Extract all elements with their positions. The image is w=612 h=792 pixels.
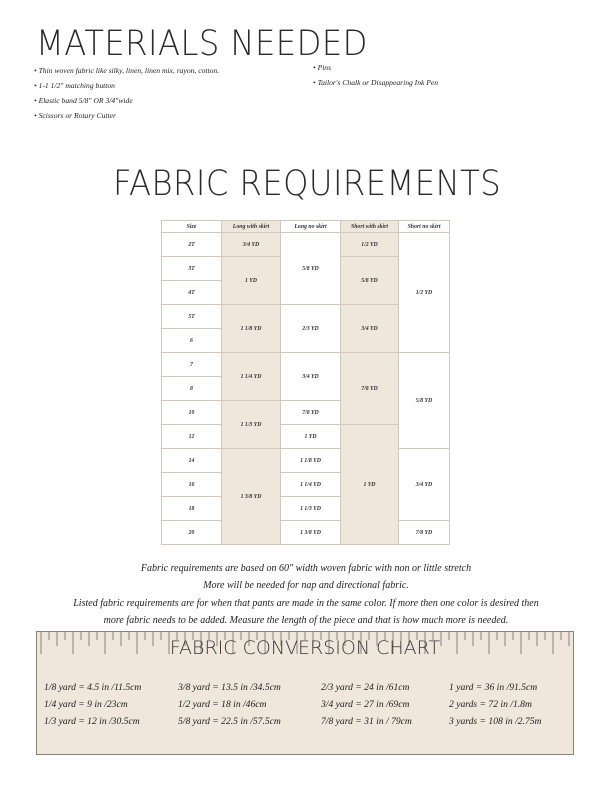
header-short-with-skirt: Short with skirt bbox=[341, 221, 399, 233]
long-with-skirt-cell: 1 1/8 YD bbox=[222, 305, 281, 353]
materials-list-left bbox=[34, 63, 219, 123]
conversion-entry: 2 yards = 72 in /1.8m bbox=[449, 699, 532, 710]
header-long-no-skirt: Long no skirt bbox=[281, 221, 341, 233]
conversion-entry: 3/8 yard = 13.5 in /34.5cm bbox=[178, 682, 281, 693]
long-with-skirt-cell: 1 3/8 YD bbox=[222, 449, 281, 545]
table-row bbox=[162, 521, 450, 545]
short-with-skirt-cell: 5/8 YD bbox=[341, 257, 399, 305]
long-no-skirt-cell: 1 1/3 YD bbox=[281, 497, 341, 521]
long-no-skirt-cell: 1 YD bbox=[281, 425, 341, 449]
long-no-skirt-cell: 2/3 YD bbox=[281, 305, 341, 353]
short-no-skirt-cell: 1/2 YD bbox=[399, 233, 450, 353]
long-with-skirt-cell: 1 YD bbox=[222, 257, 281, 305]
conversion-entry: 1 yard = 36 in /91.5cm bbox=[449, 682, 538, 693]
table-row bbox=[162, 233, 450, 257]
conversion-entry: 3 yards = 108 in /2.75m bbox=[449, 716, 542, 727]
header-size: Size bbox=[162, 221, 222, 233]
size-cell: 5T bbox=[162, 305, 222, 329]
conversion-entry: 7/8 yard = 31 in / 79cm bbox=[321, 716, 412, 727]
material-item: • Pins bbox=[313, 60, 438, 75]
conversion-row bbox=[44, 716, 572, 733]
long-with-skirt-cell: 3/4 YD bbox=[222, 233, 281, 257]
table-row bbox=[162, 353, 450, 377]
material-item: • Elastic band 5/8" OR 3/4"wide bbox=[34, 93, 219, 108]
short-with-skirt-cell: 1 YD bbox=[341, 425, 399, 545]
size-cell: 14 bbox=[162, 449, 222, 473]
conversion-row bbox=[44, 682, 572, 699]
material-item: • Tailor's Chalk or Disappearing Ink Pen bbox=[313, 75, 438, 90]
material-item: • 1-1 1/2" matching button bbox=[34, 78, 219, 93]
size-cell: 16 bbox=[162, 473, 222, 497]
short-with-skirt-cell: 1/2 YD bbox=[341, 233, 399, 257]
conversion-grid bbox=[44, 682, 572, 733]
size-cell: 7 bbox=[162, 353, 222, 377]
conversion-entry: 1/3 yard = 12 in /30.5cm bbox=[44, 716, 140, 727]
long-with-skirt-cell: 1 1/3 YD bbox=[222, 401, 281, 449]
long-no-skirt-cell: 1 1/8 YD bbox=[281, 449, 341, 473]
materials-list-right bbox=[313, 60, 438, 90]
fabric-conversion-chart bbox=[36, 631, 574, 755]
long-no-skirt-cell: 1 3/8 YD bbox=[281, 521, 341, 545]
note-line: More will be needed for nap and directional fabric. bbox=[203, 580, 409, 592]
fabric-requirements-title: FABRIC REQUIREMENTS bbox=[113, 164, 502, 204]
size-cell: 20 bbox=[162, 521, 222, 545]
long-no-skirt-cell: 1 1/4 YD bbox=[281, 473, 341, 497]
materials-title: MATERIALS NEEDED bbox=[36, 24, 368, 64]
note-line: Listed fabric requirements are for when that pants are made in the same color. If more then one color is desired then bbox=[73, 597, 539, 609]
long-no-skirt-cell: 7/8 YD bbox=[281, 401, 341, 425]
conversion-row bbox=[44, 699, 572, 716]
size-cell: 8 bbox=[162, 377, 222, 401]
conversion-entry: 1/2 yard = 18 in /46cm bbox=[178, 699, 267, 710]
size-cell: 18 bbox=[162, 497, 222, 521]
note-line: more fabric needs to be added. Measure the length of the piece and that is how much more is needed. bbox=[103, 615, 509, 627]
long-with-skirt-cell: 1 1/4 YD bbox=[222, 353, 281, 401]
short-no-skirt-cell: 7/8 YD bbox=[399, 521, 450, 545]
conversion-entry: 5/8 yard = 22.5 in /57.5cm bbox=[178, 716, 281, 727]
conversion-entry: 3/4 yard = 27 in /69cm bbox=[321, 699, 410, 710]
material-item: • Scissors or Rotary Cutter bbox=[34, 108, 219, 123]
size-cell: 3T bbox=[162, 257, 222, 281]
material-item: • Thin woven fabric like silky, linen, linen mix, rayon, cotton. bbox=[34, 63, 219, 78]
long-no-skirt-cell: 3/4 YD bbox=[281, 353, 341, 401]
short-no-skirt-cell: 3/4 YD bbox=[399, 449, 450, 521]
size-cell: 2T bbox=[162, 233, 222, 257]
size-cell: 6 bbox=[162, 329, 222, 353]
size-cell: 12 bbox=[162, 425, 222, 449]
note-line: Fabric requirements are based on 60" width woven fabric with non or little stretch bbox=[140, 563, 472, 574]
conversion-entry: 1/4 yard = 9 in /23cm bbox=[44, 699, 128, 710]
long-no-skirt-cell: 5/8 YD bbox=[281, 233, 341, 305]
conversion-entry: 2/3 yard = 24 in /61cm bbox=[321, 682, 410, 693]
size-cell: 10 bbox=[162, 401, 222, 425]
size-cell: 4T bbox=[162, 281, 222, 305]
header-long-with-skirt: Long with skirt bbox=[222, 221, 281, 233]
table-header-row bbox=[162, 221, 450, 233]
short-with-skirt-cell: 7/8 YD bbox=[341, 353, 399, 425]
table-row bbox=[162, 449, 450, 473]
conversion-entry: 1/8 yard = 4.5 in /11.5cm bbox=[44, 682, 142, 693]
fabric-notes bbox=[30, 560, 582, 630]
fabric-requirements-table bbox=[161, 220, 450, 545]
conversion-chart-title: FABRIC CONVERSION CHART bbox=[169, 637, 441, 659]
header-short-no-skirt: Short no skirt bbox=[399, 221, 450, 233]
short-with-skirt-cell: 3/4 YD bbox=[341, 305, 399, 353]
short-no-skirt-cell: 5/8 YD bbox=[399, 353, 450, 449]
